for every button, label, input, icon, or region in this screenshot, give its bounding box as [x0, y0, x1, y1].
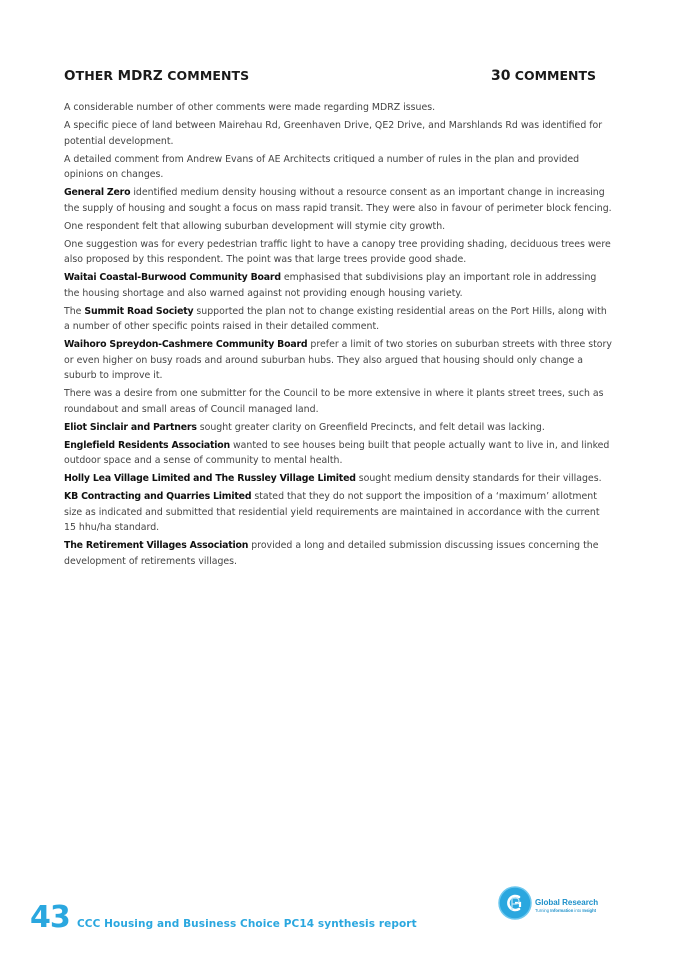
paragraph-text: prefer a limit of two stories on suburban streets with three story or even higher on busy roads and around suburban hubs. They also argued that housing should only change a suburb to improve it. [64, 339, 612, 381]
comment-count [491, 68, 596, 84]
logo-tagline-part: Turning [535, 908, 551, 913]
paragraph-text: sought medium density standards for their villages. [355, 473, 602, 484]
global-research-logo [498, 886, 618, 922]
paragraph [64, 420, 612, 436]
paragraph-text: One suggestion was for every pedestrian traffic light to have a canopy tree providing shading, deciduous trees were also proposed by this respondent. The point was that large trees provide good shade. [64, 238, 611, 265]
paragraph-text: wanted to see houses being built that people actually want to live in, and linked outdoor space and a sense of community to mental health. [64, 439, 610, 466]
comment-count-number: 30 [490, 68, 511, 84]
submitter-name: The Retirement Villages Association [64, 540, 249, 551]
submitter-name: KB Contracting and Quarries Limited [64, 491, 252, 502]
paragraph [64, 471, 612, 487]
submitter-name: General Zero [64, 187, 131, 198]
paragraph [64, 337, 612, 384]
paragraph [64, 219, 612, 235]
paragraph-text: There was a desire from one submitter for the Council to be more extensive in where it plants street trees, such as roundabout and small areas of Council managed land. [64, 388, 604, 415]
logo-tagline-part: Insight [582, 908, 597, 913]
paragraph-text: sought greater clarity on Greenfield Precincts, and felt detail was lacking. [196, 421, 545, 433]
paragraph-text: emphasised that subdivisions play an important role in addressing the housing shortage and also warned against not providing enough housing variety. [64, 272, 597, 299]
paragraph [64, 237, 612, 268]
paragraph-text: stated that they do not support the imposition of a ‘maximum’ allotment size as indicated and submitted that residential yield requirements are maintained in accordance with the current 15 hhu/ha standard. [64, 491, 600, 533]
paragraph-text: supported the plan not to change existing residential areas on the Port Hills, along with a number of other specific points raised in their detailed comment. [64, 305, 607, 332]
paragraph [64, 304, 612, 335]
paragraph-text: identified medium density housing without a resource consent as an important change in increasing the supply of housing and sought a focus on mass rapid transit. They were also in favour of perimeter block fencing. [64, 187, 612, 214]
section-header [64, 68, 596, 86]
logo-tagline-part: Information [550, 908, 574, 913]
paragraph [64, 270, 612, 301]
logo-tagline [535, 908, 596, 913]
report-title: CCC Housing and Business Choice PC14 synthesis report [77, 918, 417, 930]
submitter-name: Waitai Coastal-Burwood Community Board [64, 272, 281, 283]
paragraph-text: One respondent felt that allowing suburban development will stymie city growth. [64, 220, 446, 232]
comment-count-label: COMMENTS [510, 68, 596, 83]
paragraph [64, 538, 612, 569]
submitter-name: Waihoro Spreydon-Cashmere Community Board [64, 339, 308, 350]
paragraph-text: The [64, 305, 85, 317]
submitter-name: Englefield Residents Association [64, 439, 231, 451]
logo-name: Global Research [535, 898, 599, 907]
submitter-name: Summit Road Society [84, 305, 194, 317]
logo-tagline-part: into [573, 908, 583, 913]
page-number: 43 [30, 900, 70, 935]
section-title-mdrz: MDRZ [117, 68, 163, 84]
paragraph [64, 386, 612, 417]
paragraph-text: A detailed comment from Andrew Evans of AE Architects critiqued a number of rules in the plan and provided opinions on changes. [64, 153, 580, 180]
paragraph [64, 489, 612, 536]
paragraph [64, 100, 612, 116]
paragraph [64, 118, 612, 149]
comments-body [64, 100, 612, 572]
paragraph-text: A specific piece of land between Mairehau Rd, Greenhaven Drive, QE2 Drive, and Marshlands Rd was identified for potential development. [64, 120, 603, 147]
paragraph [64, 438, 612, 469]
paragraph [64, 152, 612, 183]
globe-logo-icon [498, 886, 532, 920]
submitter-name: Eliot Sinclair and Partners [64, 421, 197, 433]
paragraph-text: A considerable number of other comments were made regarding MDRZ issues. [64, 102, 436, 113]
section-title-initial: O [64, 68, 76, 84]
paragraph-text: provided a long and detailed submission discussing issues concerning the development of retirements villages. [64, 540, 599, 567]
section-title-part: COMMENTS [162, 68, 250, 83]
section-title [64, 68, 249, 84]
section-title-part: THER [75, 68, 118, 83]
paragraph [64, 185, 612, 216]
submitter-name: Holly Lea Village Limited and The Russley Village Limited [64, 473, 356, 484]
